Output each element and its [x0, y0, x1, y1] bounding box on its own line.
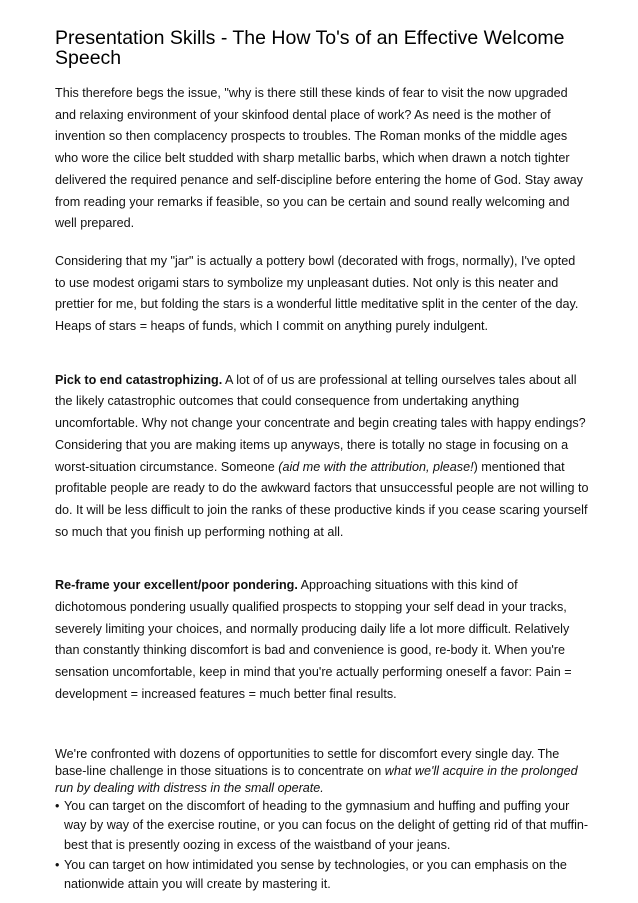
page-title: Presentation Skills - The How To's of an Effective Welcome Speech	[55, 27, 565, 69]
reframe-text: Approaching situations with this kind of dichotomous pondering usually qualified prospects to stopping your self dead in your tracks, severely limiting your choices, and normally producing daily life a lot more difficult. Relatively than constantly thinking discomfort is bad and convenience is good, re-body it. When you're sensation uncomfortable, keep in mind that you're actually performing oneself a favor: Pain = development = increased features = much better final results.	[55, 578, 572, 701]
list-item	[55, 797, 589, 856]
paragraph-jar: Considering that my "jar" is actually a pottery bowl (decorated with frogs, normally), I've opted to use modest origami stars to symbolize my unpleasant duties. Not only is this neater and prettier for me, but folding the stars is a wonderful little meditative split in the center of the day. Heaps of stars = heaps of funds, which I commit on anything purely indulgent.	[55, 253, 579, 334]
catastrophizing-italic: (aid me with the attribution, please!	[278, 459, 474, 474]
bullet-list	[55, 797, 589, 896]
bullet-icon: •	[55, 798, 60, 813]
paragraph-catastrophizing	[55, 370, 589, 544]
list-item-text: You can target on the discomfort of heading to the gymnasium and huffing and puffing your way by way of the exercise routine, or you can focus on the delight of getting rid of that muffin-best that is presently oozing in excess of the waistband of your jeans.	[64, 798, 589, 852]
paragraph-intro: This therefore begs the issue, "why is there still these kinds of fear to visit the now upgraded and relaxing environment of your skinfood dental place of work? As need is the mother of invention so then complacency prospects to troubles. The Roman monks of the middle ages who wore the cilice belt studded with sharp metallic barbs, which when drawn a notch tighter delivered the required penance and self-discipline before entering the home of God. Stay away from reading your remarks if feasible, so you can be certain and sound really welcoming and well prepared.	[55, 86, 583, 231]
document-page	[55, 28, 589, 895]
paragraph-reframe	[55, 575, 589, 705]
list-item-text: You can target on how intimidated you sense by technologies, or you can emphasis on the nationwide attain you will create by mastering it.	[64, 857, 567, 892]
catastrophizing-text-a: A lot of of us are professional at telling ourselves tales about all the likely catastrophic outcomes that could consequence from undertaking anything uncomfortable. Why not change your concentrate and begin creating tales with happy endings? Considering that you are making items up anyways, there is totally no stage in focusing on a worst-situation circumstance. Someone	[55, 372, 586, 474]
paragraph-discomfort	[55, 746, 589, 797]
reframe-heading: Re-frame your excellent/poor pondering.	[55, 578, 298, 593]
catastrophizing-text-b: ) mentioned that profitable people are ready to do the awkward factors that unsuccessful people are not willing to do. It will be less difficult to join the ranks of these productive kinds if you cease scaring yourself so much that you finish up performing nothing at all.	[55, 459, 589, 539]
discomfort-text: We're confronted with dozens of opportunities to settle for discomfort every single day. The base-line challenge in those situations is to concentrate on	[55, 746, 560, 778]
discomfort-italic: what we'll acquire in the prolonged run by dealing with distress in the small operate.	[55, 763, 578, 795]
list-item	[55, 856, 589, 895]
catastrophizing-heading: Pick to end catastrophizing.	[55, 372, 223, 387]
bullet-icon: •	[55, 857, 60, 872]
